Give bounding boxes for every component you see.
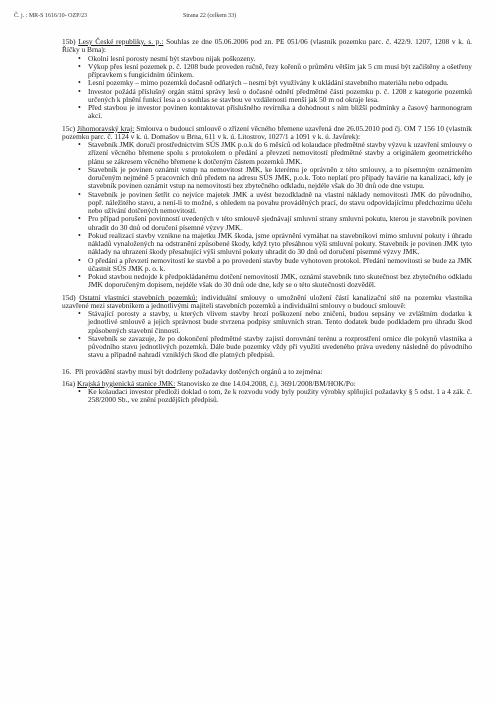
section-party: Jihomoravský kraj: [77, 123, 135, 133]
section-party: Ostatní vlastníci stavebních pozemků: [79, 292, 198, 302]
section-intro: Souhlas ze dne 05.06.2006 pod zn. PE 051/06 (vlastník pozemku parc. č. 422/9. 1207, 1208 v k. ú. Říčky u Brna): [62, 37, 473, 55]
list-item: • Výkop přes lesní pozemek p. č. 1208 bude proveden ručně, řezy kořenů o průměru větším jak 5 cm musí být začištěny a ošetřeny přípravkem s fungicidním účinkem. [88, 63, 472, 80]
section-15c [62, 125, 472, 290]
section-number: 15c) [62, 123, 76, 133]
list-item: • Lesní pozemky – mimo pozemků dočasně odňatých – nesmí být využívány k ukládání stavebního materiálu nebo odpadu. [88, 79, 472, 87]
bullet-list [62, 55, 472, 121]
section-16a [62, 380, 472, 405]
document-body [62, 38, 472, 405]
list-item: • Stavebník je povinen oznámit vstup na nemovitost JMK, ke kterému je oprávněn z této smlouvy, a to písemným oznámením doručeným nejméně 5 pracovních dnů předem na adresu SÚS JMK, p.o.k. Toto neplatí pro případy havárie na kanalizaci, kdy je stavebník povinen oznámit vstup na nemovitosti bez zbytečného odkladu, nejdéle však do 30 dnů ode dne vstupu. [88, 166, 472, 191]
section-heading [62, 294, 472, 311]
section-number: 15d) [62, 292, 76, 302]
section-number: 16a) [62, 378, 76, 388]
bullet-list [62, 141, 472, 290]
section-intro: Při provádění stavby musí být dodrženy požadavky dotčených orgánů a to zejména: [74, 366, 323, 376]
list-item: • O předání a převzetí nemovitostí ke stavbě a po provedení stavby bude vyhotoven protokol. Předání nemovitosti se bude za JMK účastnit SÚS JMK p. o. k. [88, 257, 472, 274]
list-item: • Před stavbou je investor povinen kontaktovat příslušného revírníka a dohodnout s ním bližší podmínky a časový harmonogram akcí. [88, 104, 472, 121]
list-item: • Ke kolaudaci investor předloží doklad o tom, že k rozvodu vody byly použity výrobky splňující požadavky § 5 odst. 1 a 4 zák. č. 258/2000 Sb., ve znění pozdějších předpisů. [88, 388, 472, 405]
list-item: • Stavebník se zavazuje, že po dokončení předmětné stavby zajistí dorovnání terénu a rozprostření ornice dle pokynů vlastníka a původního stavu jednotlivých pozemků. Dále bude pozemky vždy při využití uvedeného práva uvedeny následně do původního stavu a případně nahradí vzniklých škod dle platných předpisů. [88, 335, 472, 360]
section-15b [62, 38, 472, 121]
section-intro: individuální smlouvy o umožnění uložení částí kanalizační sítě na pozemku vlastníka uzavřené mezi stavebníkem a jednotlivými majiteli stavebních pozemků a individuální smlouvy o budoucí smlouvě: [62, 292, 472, 310]
section-heading [62, 368, 472, 376]
section-heading [62, 125, 472, 142]
list-item: • Stavebník je povinen šetřit co nejvíce majetek JMK a uvést bezodkladně na vlastní náklady nemovitosti JMK do původního, popř. náležitého stavu, a není-li to možné, s ohledem na povahu prováděných prací, do stavu odpovídajícímu předchozímu účelu nebo užívání dotčených nemovitostí. [88, 191, 472, 216]
section-intro: Stanovisko ze dne 14.04.2008, č.j. 3691/2008/BM/HOK/Po: [177, 378, 356, 388]
list-item: • Stavebník JMK doručí prostřednictvím SÚS JMK p.o.k do 6 měsíců od kolaudace předmětné stavby výzvu k uzavření smlouvy o zřízení věcného břemene spolu s protokolem o předání a převzetí nemovitostí předmětné stavby a originálem geometrického plánu se zákresem věcného břemene k dotčeným částem pozemků JMK. [88, 141, 472, 166]
reference-number: Č. j. : MR-S 1616/10- OZP/23 [14, 13, 88, 19]
section-number: 15b) [62, 37, 76, 46]
bullet-list [62, 310, 472, 360]
section-party: Lesy České republiky, s. p.: [78, 37, 164, 46]
section-16 [62, 368, 472, 376]
list-item: • Pokud realizací stavby vznikne na majetku JMK škoda, jsme oprávnění vymáhat na stavebníkovi mimo smluvní pokuty i úhradu nákladů vynaložených na odstranění způsobené škody, když tyto přesáhnou výši smluvní pokuty. Stavebník je povinen JMK tyto náklady na uhrazení škody přesahující výši smluvní pokuty uhradit do 30 dnů od doručení písemné výzvy JMK. [88, 232, 472, 257]
bullet-list [62, 388, 472, 405]
section-number: 16. [62, 366, 72, 376]
list-item: • Pokud stavbou nedojde k předpokládanému dotčení nemovitostí JMK, oznámí stavebník tuto skutečnost bez zbytečného odkladu JMK doporučeným dopisem, nejdéle však do 30 dnů ode dne, kdy se o této skutečnosti dozvěděl. [88, 273, 472, 290]
list-item: • Stávající porosty a stavby, u kterých vlivem stavby hrozí poškození nebo zničení, budou sepsány ve zvláštním dodatku k jednotlivé smlouvě a jejich správnost bude stvrzena podpisy smluvních stran. Tento dodatek bude podkladem pro úhradu škod způsobených stavební činností. [88, 310, 472, 335]
section-party: Krajská hygienická stanice JMK: [77, 378, 176, 388]
page-number: Strana 22 (celkem 33) [183, 13, 237, 19]
section-heading [62, 38, 472, 55]
section-15d [62, 294, 472, 360]
section-intro: Smlouva o budoucí smlouvě o zřízení věcného břemene uzavřená dne 26.05.2010 pod čj. OM 7 156 10 (vlastník pozemku parc. č. 1124 v k. ú. Domašov u Brna, 611 v k. ú. Litostrov, 1027/1 a 1091 v k. ú. Javůrek): [62, 123, 472, 141]
list-item: • Pro případ porušení povinností uvedených v této smlouvě sjednávají smluvní strany smluvní pokutu, kterou je stavebník povinen uhradit do 30 dnů od doručení písemné výzvy JMK. [88, 215, 472, 232]
list-item: • Investor požádá příslušný orgán státní správy lesů o dočasné odnětí předmětné části pozemku p. č. 1208 z kategorie pozemků určených k plnění funkcí lesa a o souhlas se stavbou ve vzdálenosti menší jak 50 m od okraje lesa. [88, 88, 472, 105]
list-item: • Okolní lesní porosty nesmí být stavbou nijak poškozeny. [88, 55, 472, 63]
